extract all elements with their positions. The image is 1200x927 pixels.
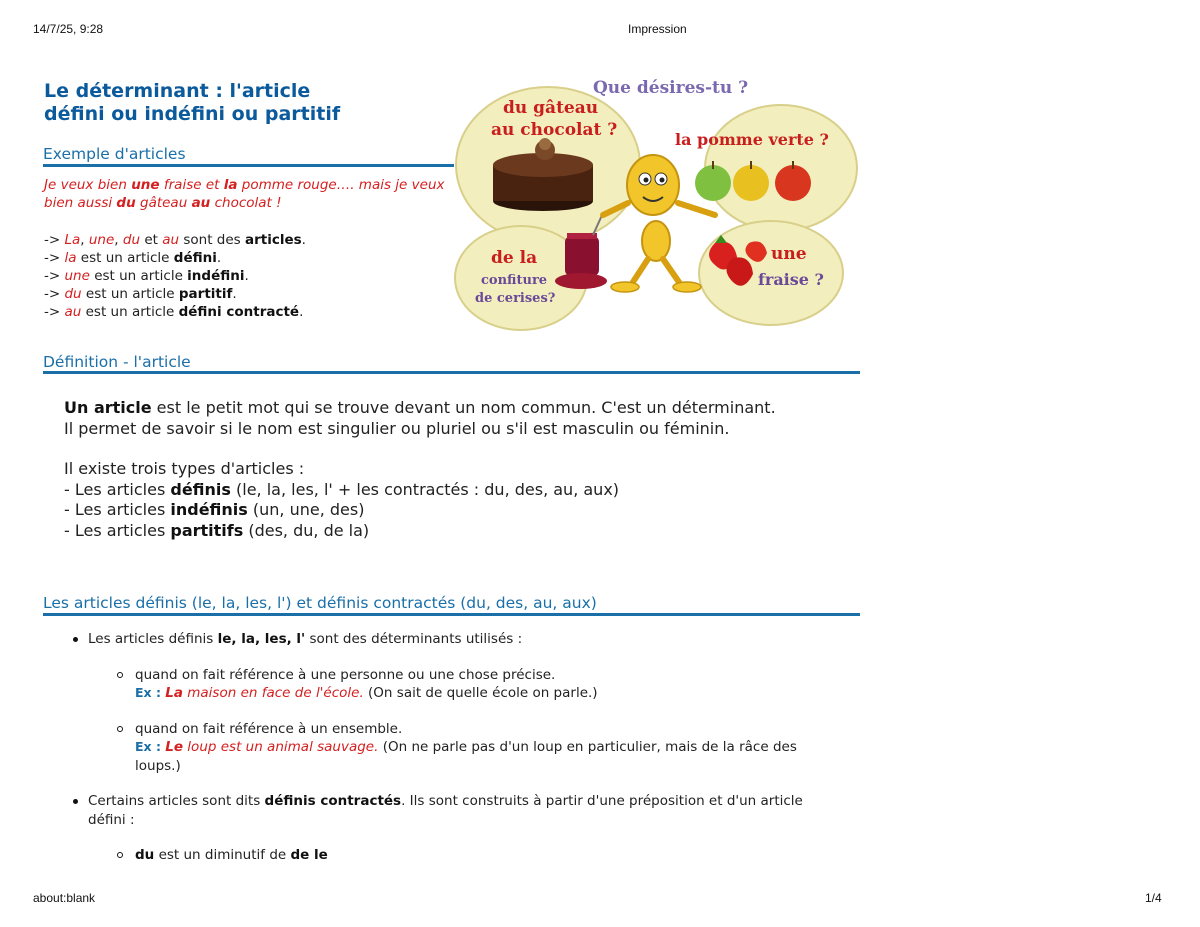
example-label: Ex :	[135, 739, 161, 754]
example-word: une	[131, 177, 160, 193]
example-article: La	[165, 685, 183, 701]
definition-heading: Définition - l'article	[43, 353, 191, 371]
article-word: au	[162, 232, 180, 248]
page-title-line1: Le déterminant : l'article	[44, 80, 311, 102]
arrow: ->	[44, 268, 65, 284]
example-line	[135, 738, 840, 775]
page-title-line2: défini ou indéfini ou partitif	[44, 103, 341, 125]
list-text: . Ils sont construits à partir d'une préposition et d'un article défini :	[88, 793, 803, 828]
illustration-cake-1: du gâteau	[503, 98, 599, 118]
list-bold: définis contractés	[264, 793, 402, 809]
arrow-end: .	[244, 268, 249, 284]
definition-text: - Les articles	[64, 520, 171, 540]
definition-body	[64, 398, 864, 541]
list-text: Les articles définis	[88, 631, 218, 647]
print-title: Impression	[628, 22, 687, 36]
illustration	[453, 73, 863, 335]
sub-list-text: est un diminutif de	[154, 847, 291, 863]
sub-list-bold: du	[135, 847, 155, 863]
arrow: ->	[44, 286, 65, 302]
example-text: Je veux bien	[44, 177, 132, 193]
definis-rule	[43, 613, 860, 616]
definition-text: - Les articles	[64, 500, 171, 519]
arrow-text: est un article	[81, 304, 179, 320]
example-sentence	[44, 177, 454, 212]
arrow-line	[44, 267, 454, 285]
example-label: Ex :	[135, 685, 161, 700]
definition-line	[64, 521, 864, 542]
arrow-bold: articles	[245, 232, 302, 248]
example-note: (On sait de quelle école on parle.)	[363, 685, 598, 701]
arrow-list	[44, 231, 454, 321]
list-item	[60, 792, 840, 829]
definition-line	[64, 398, 864, 419]
sub-list-item	[60, 666, 840, 703]
list-text: Certains articles sont dits	[88, 793, 265, 809]
definition-line: Il permet de savoir si le nom est singulier ou pluriel ou s'il est masculin ou féminin.	[64, 418, 730, 438]
illustration-jam-3: de cerises?	[475, 291, 556, 306]
arrow-text: sont des	[179, 232, 245, 248]
sep: ,	[114, 232, 123, 248]
print-date: 14/7/25, 9:28	[33, 22, 104, 36]
arrow-text: est un article	[89, 268, 188, 284]
article-word: La	[64, 232, 81, 248]
illustration-question: Que désires-tu ?	[593, 78, 749, 98]
definis-list	[60, 630, 840, 865]
sub-list-text: quand on fait référence à une personne ou une chose précise.	[135, 666, 556, 683]
arrow-line	[44, 231, 454, 249]
article-word: au	[64, 304, 82, 320]
apple-bubble	[705, 105, 857, 231]
apples-icon	[695, 161, 811, 201]
sep: et	[140, 232, 163, 248]
arrow: ->	[44, 250, 65, 266]
example-text: gâteau	[135, 194, 192, 211]
illustration-strawberry-1: une	[771, 244, 807, 264]
arrow-line	[44, 285, 454, 303]
definition-rule	[43, 371, 860, 374]
arrow-end: .	[216, 250, 222, 266]
article-word: une	[88, 232, 115, 248]
example-word: au	[191, 194, 211, 211]
arrow-line	[44, 303, 454, 321]
example-phrase: loup est un animal sauvage.	[183, 739, 379, 755]
definition-text: (des, du, de la)	[243, 520, 370, 540]
article-word: du	[122, 232, 141, 248]
example-word: la	[223, 177, 238, 193]
definis-heading: Les articles définis (le, la, les, l') et définis contractés (du, des, au, aux)	[43, 594, 597, 612]
list-bold: le, la, les, l'	[217, 631, 306, 647]
definition-line	[64, 500, 864, 521]
arrow-bold: indéfini	[187, 268, 245, 284]
arrow-end: .	[301, 232, 306, 248]
page-title	[44, 80, 444, 126]
arrow-bold: défini contracté	[178, 304, 300, 320]
definition-line	[64, 480, 864, 501]
definition-bold: définis	[170, 479, 231, 499]
definition-text: - Les articles	[64, 479, 171, 499]
illustration-apple: la pomme verte ?	[675, 130, 829, 149]
sep: ,	[80, 232, 89, 248]
example-word: du	[116, 194, 136, 211]
example-text: fraise et	[159, 177, 224, 193]
arrow-end: .	[232, 286, 237, 302]
arrow-bold: défini	[173, 250, 217, 266]
article-word: la	[64, 250, 77, 266]
sub-list-bold: de le	[290, 847, 328, 863]
definition-bold: indéfinis	[170, 500, 248, 519]
definition-line: Il existe trois types d'articles :	[64, 459, 305, 478]
arrow-bold: partitif	[178, 286, 233, 302]
arrow-text: est un article	[81, 286, 179, 302]
print-url: about:blank	[33, 891, 96, 905]
sub-list-text: quand on fait référence à un ensemble.	[135, 720, 403, 737]
example-note: (On ne parle pas d'un loup en particulier, mais de la râce des loups.)	[135, 739, 797, 774]
print-page-number: 1/4	[1145, 891, 1162, 905]
arrow-end: .	[299, 304, 304, 320]
example-line	[135, 684, 840, 703]
list-item	[60, 630, 840, 649]
illustration-jam-1: de la	[491, 248, 538, 268]
example-phrase: maison en face de l'école.	[182, 685, 364, 701]
list-text: sont des déterminants utilisés :	[305, 631, 523, 647]
definition-bold: partitifs	[170, 520, 244, 540]
sub-list-item	[60, 846, 840, 865]
arrow-line	[44, 249, 454, 267]
arrow: ->	[44, 232, 65, 248]
article-word: du	[64, 286, 82, 302]
definition-bold: Un article	[64, 398, 152, 417]
article-word: une	[64, 268, 90, 284]
definition-text: (un, une, des)	[247, 500, 365, 519]
example-heading: Exemple d'articles	[43, 145, 186, 163]
definition-text: est le petit mot qui se trouve devant un nom commun. C'est un déterminant.	[151, 398, 776, 417]
arrow: ->	[44, 304, 65, 320]
definition-text: (le, la, les, l' + les contractés : du, des, au, aux)	[230, 479, 620, 499]
example-text: chocolat !	[210, 194, 282, 211]
illustration-jam-2: confiture	[481, 273, 548, 288]
illustration-cake-2: au chocolat ?	[491, 120, 618, 140]
arrow-text: est un article	[76, 250, 174, 266]
example-rule	[43, 164, 454, 167]
example-article: Le	[165, 739, 184, 755]
example-text: pomme rouge…. mais je veux bien aussi	[44, 177, 445, 211]
illustration-strawberry-2: fraise ?	[758, 270, 824, 289]
sub-list-item	[60, 720, 840, 776]
